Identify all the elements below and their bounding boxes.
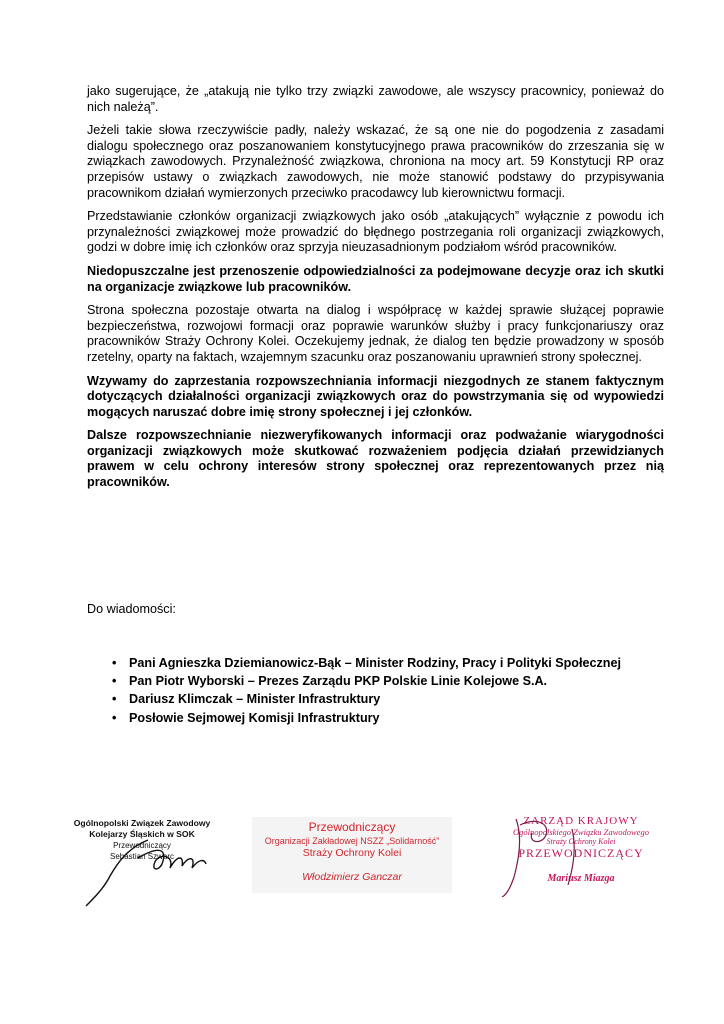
recipient-text: Posłowie Sejmowej Komisji Infrastruktury bbox=[129, 710, 380, 725]
recipient-item bbox=[112, 654, 621, 672]
stamp-line: Przewodniczący bbox=[308, 820, 396, 834]
stamp-name: Włodzimierz Ganczar bbox=[302, 871, 402, 883]
handwritten-signature-icon bbox=[476, 815, 686, 897]
recipient-item bbox=[112, 709, 621, 727]
stamp-line: ZARZĄD KRAJOWY bbox=[523, 815, 639, 827]
bullet-icon: • bbox=[112, 656, 117, 670]
paragraph-1: jako sugerujące, że „atakują nie tylko trzy związki zawodowe, ale wszyscy pracownicy, ponieważ do nich należą”. bbox=[87, 84, 664, 114]
handwritten-signature-icon bbox=[58, 818, 226, 910]
bullet-icon: • bbox=[112, 692, 117, 707]
stamp-name: Sebastian Szwarc bbox=[109, 852, 175, 861]
letter-body bbox=[87, 84, 664, 499]
recipient-item bbox=[112, 690, 621, 708]
recipient-text: Dariusz Klimczak – Minister Infrastruktury bbox=[129, 692, 381, 707]
recipient-list bbox=[112, 654, 621, 727]
stamp-name: Mariusz Miazga bbox=[547, 873, 615, 884]
recipient-item bbox=[112, 672, 621, 690]
paragraph-7: Dalsze rozpowszechnianie niezweryfikowanych informacji oraz podważanie wiarygodności organizacji związkowych może skutkować rozważeniem podjęcia działań przewidzianych prawem w celu ochrony interesów strony społecznej oraz reprezentowanych przez nią pracowników. bbox=[87, 428, 664, 490]
recipient-text: Pan Piotr Wyborski – Prezes Zarządu PKP Polskie Linie Kolejowe S.A. bbox=[129, 674, 548, 689]
cc-label: Do wiadomości: bbox=[87, 602, 176, 616]
stamp-line: PRZEWODNICZĄCY bbox=[518, 846, 644, 860]
paragraph-3: Przedstawianie członków organizacji związkowych jako osób „atakujących” wyłącznie z powodu ich przynależności związkowej może prowadzić do błędnego postrzegania roli organizacji związkowych, godzi w dobre imię ich członków oraz sprzyja nieuzasadnionym podziałom wśród pracowników. bbox=[87, 209, 664, 255]
stamp-line: Ogólnopolskiego Związku Zawodowego bbox=[512, 827, 649, 837]
paragraph-2: Jeżeli takie słowa rzeczywiście padły, należy wskazać, że są one nie do pogodzenia z zasadami dialogu społecznego oraz poszanowaniem konstytucyjnego prawa pracowników do zrzeszania się w związkach zawodowych. Przynależność związkowa, chroniona na mocy art. 59 Konstytucji RP oraz przepisów ustawy o związkach zawodowych, nie może stanowić podstawy do przypisywania pracownikom działań wymierzonych przeciwko pracodawcy lub kierownictwu formacji. bbox=[87, 123, 664, 200]
signature-stamp-ozzkś bbox=[58, 818, 226, 910]
recipient-text: Pani Agnieszka Dziemianowicz-Bąk – Minister Rodziny, Pracy i Polityki Społecznej bbox=[129, 656, 621, 670]
signature-stamp-ozzsok bbox=[476, 815, 686, 897]
stamp-line: Ogólnopolski Związek Zawodowy bbox=[73, 818, 211, 828]
stamp-line: Przewodniczący bbox=[113, 841, 171, 850]
stamp-line: Straży Ochrony Kolei bbox=[302, 847, 402, 859]
paragraph-5: Strona społeczna pozostaje otwarta na dialog i współpracę w każdej sprawie służącej poprawie bezpieczeństwa, rozwojowi formacji oraz poprawie warunków służby i pracy funkcjonariuszy oraz pracowników Straży Ochrony Kolei. Oczekujemy jednak, że dialog ten będzie prowadzony w sposób rzetelny, oparty na faktach, wzajemnym szacunku oraz poszanowaniu uprawnień strony społecznej. bbox=[87, 303, 664, 364]
stamp-line: Kolejarzy Śląskich w SOK bbox=[89, 829, 195, 839]
bullet-icon: • bbox=[112, 674, 117, 689]
paragraph-6: Wzywamy do zaprzestania rozpowszechniania informacji niezgodnych ze stanem faktycznym dotyczących działalności organizacji związkowych oraz do powstrzymania się od wypowiedzi mogących naruszać dobre imię strony społecznej i jej członków. bbox=[87, 373, 664, 419]
paragraph-4: Niedopuszczalne jest przenoszenie odpowiedzialności za podejmowane decyzje oraz ich skutki na organizacje związkowe lub pracowników. bbox=[87, 263, 664, 294]
signature-stamp-solidarnosc bbox=[252, 817, 452, 893]
bullet-icon: • bbox=[112, 710, 117, 725]
stamp-line: Straży Ochrony Kolei bbox=[546, 837, 616, 846]
stamp-line: Organizacji Zakładowej NSZZ „Solidarność” bbox=[264, 836, 440, 846]
